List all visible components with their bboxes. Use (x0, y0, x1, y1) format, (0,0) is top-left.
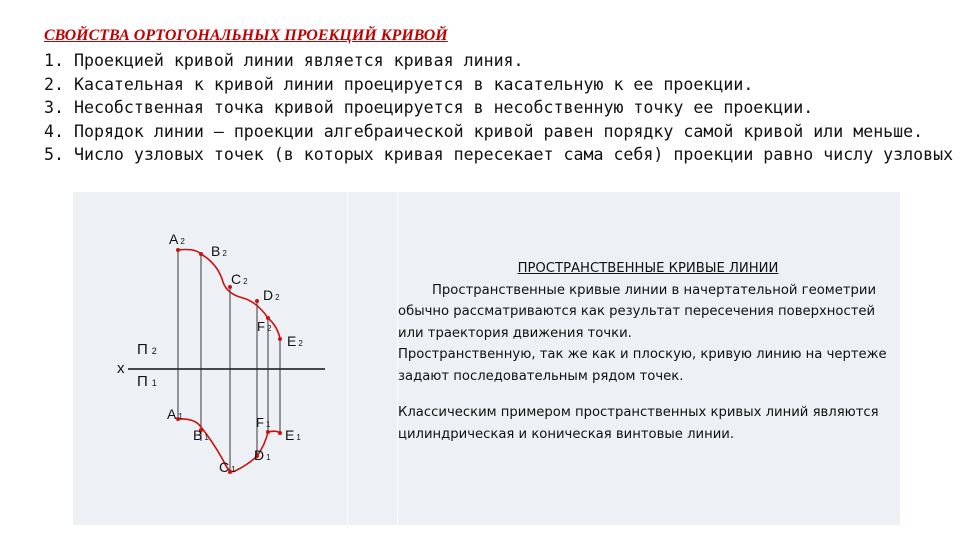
description-paragraph: Пространственные кривые линии в начертательной геометрии обычно рассматриваются как результат пересечения поверхностей или траектория движения точки. (398, 282, 877, 341)
space-curve-drawing (73, 192, 343, 525)
properties-heading: СВОЙСТВА ОРТОГОНАЛЬНЫХ ПРОЕКЦИЙ КРИВОЙ (44, 27, 448, 44)
property-item: 4. Порядок линии – проекции алгебраической кривой равен порядку самой кривой или меньше. (44, 121, 924, 141)
plane-pi1-label: П 1 (137, 373, 157, 390)
description-paragraph: Классическим примером пространственных кривых линий являются цилиндрическая и коническая винтовые линии. (398, 405, 879, 442)
point-c2-label: C 2 (231, 271, 248, 287)
property-item: 5. Число узловых точек (в которых кривая пересекает сама себя) проекции равно числу узловых (44, 145, 954, 165)
property-item: 1. Проекцией кривой линии является кривая линия. (44, 51, 524, 70)
point-f2-label: F 2 (257, 319, 272, 334)
point-a2-label: A 2 (169, 231, 185, 247)
point-c1-label: C 1 (219, 459, 236, 475)
description-text (398, 258, 898, 445)
property-item: 3. Несобственная точка кривой проецируется в несобственную точку ее проекции. (44, 98, 814, 118)
point-e2-label: E 2 (287, 333, 303, 349)
point-f1-label: F 1 (256, 415, 271, 430)
illustration-panel (73, 192, 900, 525)
point-b2-label: B 2 (211, 243, 227, 259)
properties-list (44, 49, 960, 167)
point-a1-label: A 1 (167, 406, 183, 422)
point-d2-label: D 2 (263, 287, 280, 303)
point-d1-label: D 1 (254, 447, 271, 463)
point-e1-label: E 1 (285, 427, 301, 443)
property-item: 2. Касательная к кривой линии проецируется в касательную к ее проекции. (44, 74, 754, 94)
description-title: ПРОСТРАНСТВЕННЫЕ КРИВЫЕ ЛИНИИ (517, 261, 779, 276)
plane-pi2-label: П 2 (137, 341, 157, 358)
description-paragraph: Пространственную, так же как и плоскую, кривую линию на чертеже задают последовательным рядом точек. (398, 347, 887, 384)
axis-x-label: x (117, 360, 125, 377)
point-b1-label: B 1 (193, 427, 209, 443)
panel-divider (347, 192, 348, 525)
